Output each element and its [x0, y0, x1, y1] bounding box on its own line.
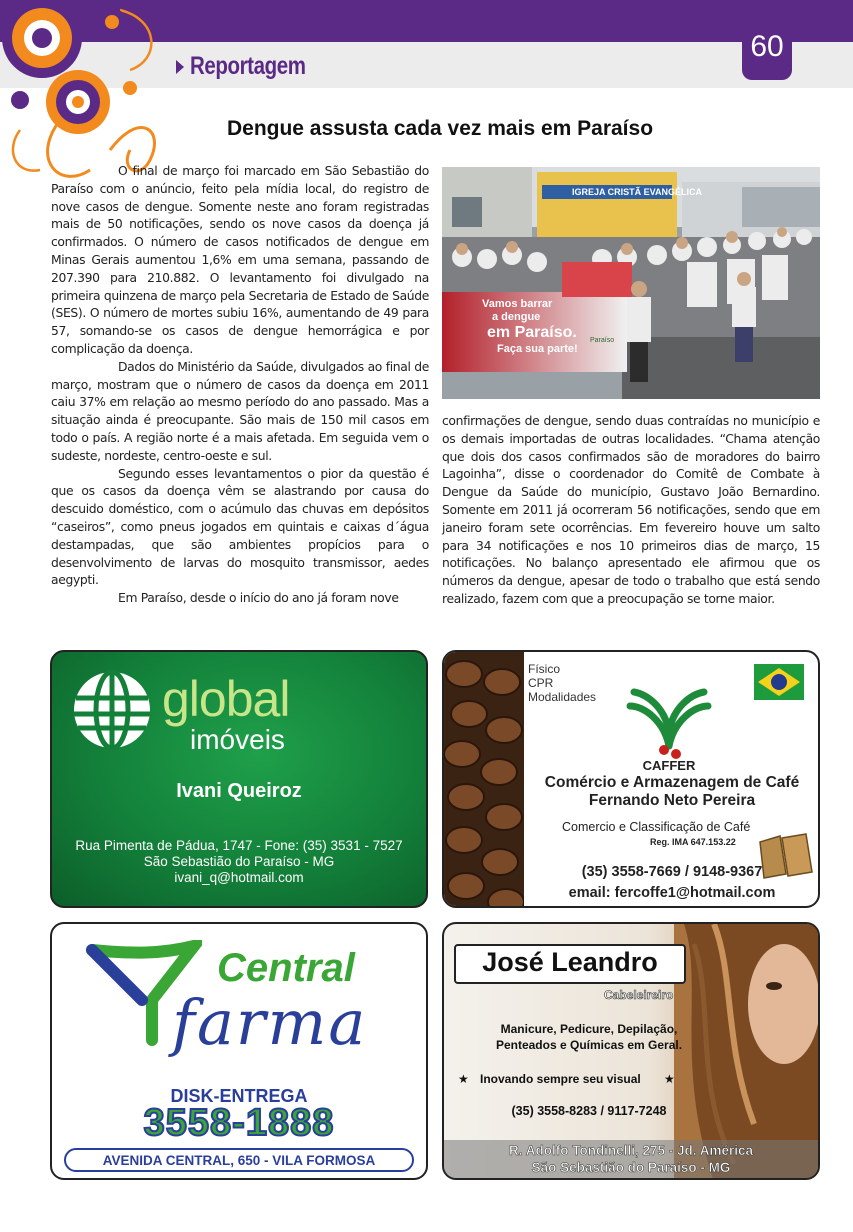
banner-line-3: em Paraíso. [487, 324, 577, 341]
caffer-logo-icon [624, 676, 714, 760]
leandro-address-1: R. Adolfo Tondinelli, 275 - Jd. América [508, 1143, 754, 1158]
caffer-mode: CPR [528, 676, 554, 690]
section-arrow-icon [176, 60, 184, 74]
leandro-phones[interactable]: (35) 3558-8283 / 9117-7248 [511, 1104, 667, 1118]
caffer-mode: Físico [528, 662, 561, 676]
farma-address: AVENIDA CENTRAL, 650 - VILA FORMOSA [102, 1153, 376, 1168]
page-number: 60 [750, 30, 784, 63]
caffer-owner: Fernando Neto Pereira [588, 792, 756, 809]
global-sub: imóveis [190, 724, 285, 755]
paragraph: O final de março foi marcado em São Sebastião do Paraíso com o anúncio, feito pela mídia local, do registro de nove casos de dengue. Somente neste ano foram registradas mais de 50 notificações, sendo os nove casos da doença já confirmados. O número de casos notificados de dengue em Minas Gerais aumentou 1,6% em uma semana, passando de 207.390 para 210.882. O levantamento foi divulgado na primeira quinzena de março pela Secretaria de Estado de Saúde (SES). O número de mortes subiu 16%, aumentando de 49 para 57, somando-se os casos de dengue hemorrágica e por complicação da doença. [51, 164, 429, 356]
article-title: Dengue assusta cada vez mais em Paraíso [226, 117, 654, 140]
caffer-service: Comercio e Classificação de Café [562, 820, 751, 834]
ad-caffer[interactable] [442, 650, 820, 908]
globe-icon [70, 668, 154, 752]
ad-central-farma[interactable] [50, 922, 428, 1180]
leandro-services-2: Penteados e Químicas em Geral. [495, 1038, 683, 1052]
article-photo [442, 167, 820, 399]
article-column-2 [442, 413, 820, 609]
section-label: Reportagem [190, 52, 306, 80]
farma-phone[interactable]: 3558-1888 [143, 1102, 335, 1144]
building-sign: IGREJA CRISTÃ EVANGÉLICA [572, 187, 703, 197]
banner-line-1: Vamos barrar [482, 298, 553, 310]
caffer-mode: Modalidades [528, 690, 597, 704]
ad-jose-leandro[interactable] [442, 922, 820, 1180]
farma-brand-bottom: farma [172, 986, 368, 1059]
paragraph: Dados do Ministério da Saúde, divulgados ao final de março, mostram que o número de casos da doença em 2011 caiu 37% em relação ao mesmo período do ano passado. Mas a situação ainda é preocupante. São mais de 150 mil casos em todo o país. A região norte é a mais afetada. Em seguida vem o sudeste, nordeste, centro-oeste e sul. [51, 359, 429, 463]
paragraph: confirmações de dengue, sendo duas contraídas no município e os demais importadas de outras localidades. “Chama atenção que dois dos casos confirmados são de moradores do bairro Lagoinha”, disse o coordenador do Comitê de Combate à Dengue da Saúde do município, Gustavo João Bernardino. Somente em 2011 já ocorreram 56 notificações, sendo que em janeiro foram sete ocorrências. Em fevereiro houve um salto para 34 notificações e nos 10 primeiros dias de março, 15 notificações. No balanço apresentado ele afirmou que os números da dengue, apesar de todo o trabalho que está sendo realizado, fazem com que a preocupação se torne maior. [442, 414, 820, 606]
crowd-march-photo [442, 167, 820, 399]
leandro-name: José Leandro [482, 947, 658, 977]
paragraph: Em Paraíso, desde o início do ano já foram nove [118, 591, 399, 606]
caffer-email[interactable]: email: fercoffe1@hotmail.com [568, 885, 776, 901]
leandro-title: Cabeleireiro [604, 988, 674, 1002]
leandro-slogan: Inovando sempre seu visual [480, 1072, 641, 1086]
global-email[interactable]: ivani_q@hotmail.com [174, 870, 304, 885]
farma-brand-top: Central [217, 946, 355, 990]
paragraph: Segundo esses levantamentos o pior da questão é que os casos da doença vêm se alastrando por causa do descuido doméstico, com o acúmulo das chuvas em depósitos “caseiros”, como pneus jogados em quintais e caixas d´água destampadas, que são ambientes propícios para o desenvolvimento de larvas do mosquito transmissor, aedes aegypti. [51, 466, 429, 588]
caffer-phones[interactable]: (35) 3558-7669 / 9148-9367 [581, 864, 763, 880]
global-brand: global [162, 671, 290, 727]
coffee-beans-image [444, 652, 524, 908]
caffer-logo-text: CAFFER [642, 758, 696, 773]
caffer-reg: Reg. IMA 647.153.22 [650, 837, 736, 847]
global-name: Ivani Queiroz [176, 780, 302, 802]
banner-line-4: Faça sua parte! [497, 343, 578, 355]
banner-line-2: a dengue [492, 311, 541, 323]
caffer-company: Comércio e Armazenagem de Café [544, 774, 800, 791]
farma-delivery: DISK-ENTREGA [170, 1086, 308, 1106]
leandro-services-1: Manicure, Pedicure, Depilação, [500, 1022, 678, 1036]
ad-global-imoveis[interactable] [50, 650, 428, 908]
global-address: Rua Pimenta de Pádua, 1747 - Fone: (35) 3531 - 7527 [75, 838, 403, 853]
star-icon: ★ [664, 1072, 675, 1086]
article-column-1 [51, 163, 429, 608]
banner-logo-text: Paraíso [590, 337, 615, 344]
brazil-flag-icon [754, 664, 804, 700]
global-city: São Sebastião do Paraíso - MG [143, 854, 335, 869]
leandro-address-2: São Sebastião do Paraíso - MG [531, 1160, 731, 1175]
star-icon: ★ [458, 1072, 469, 1086]
